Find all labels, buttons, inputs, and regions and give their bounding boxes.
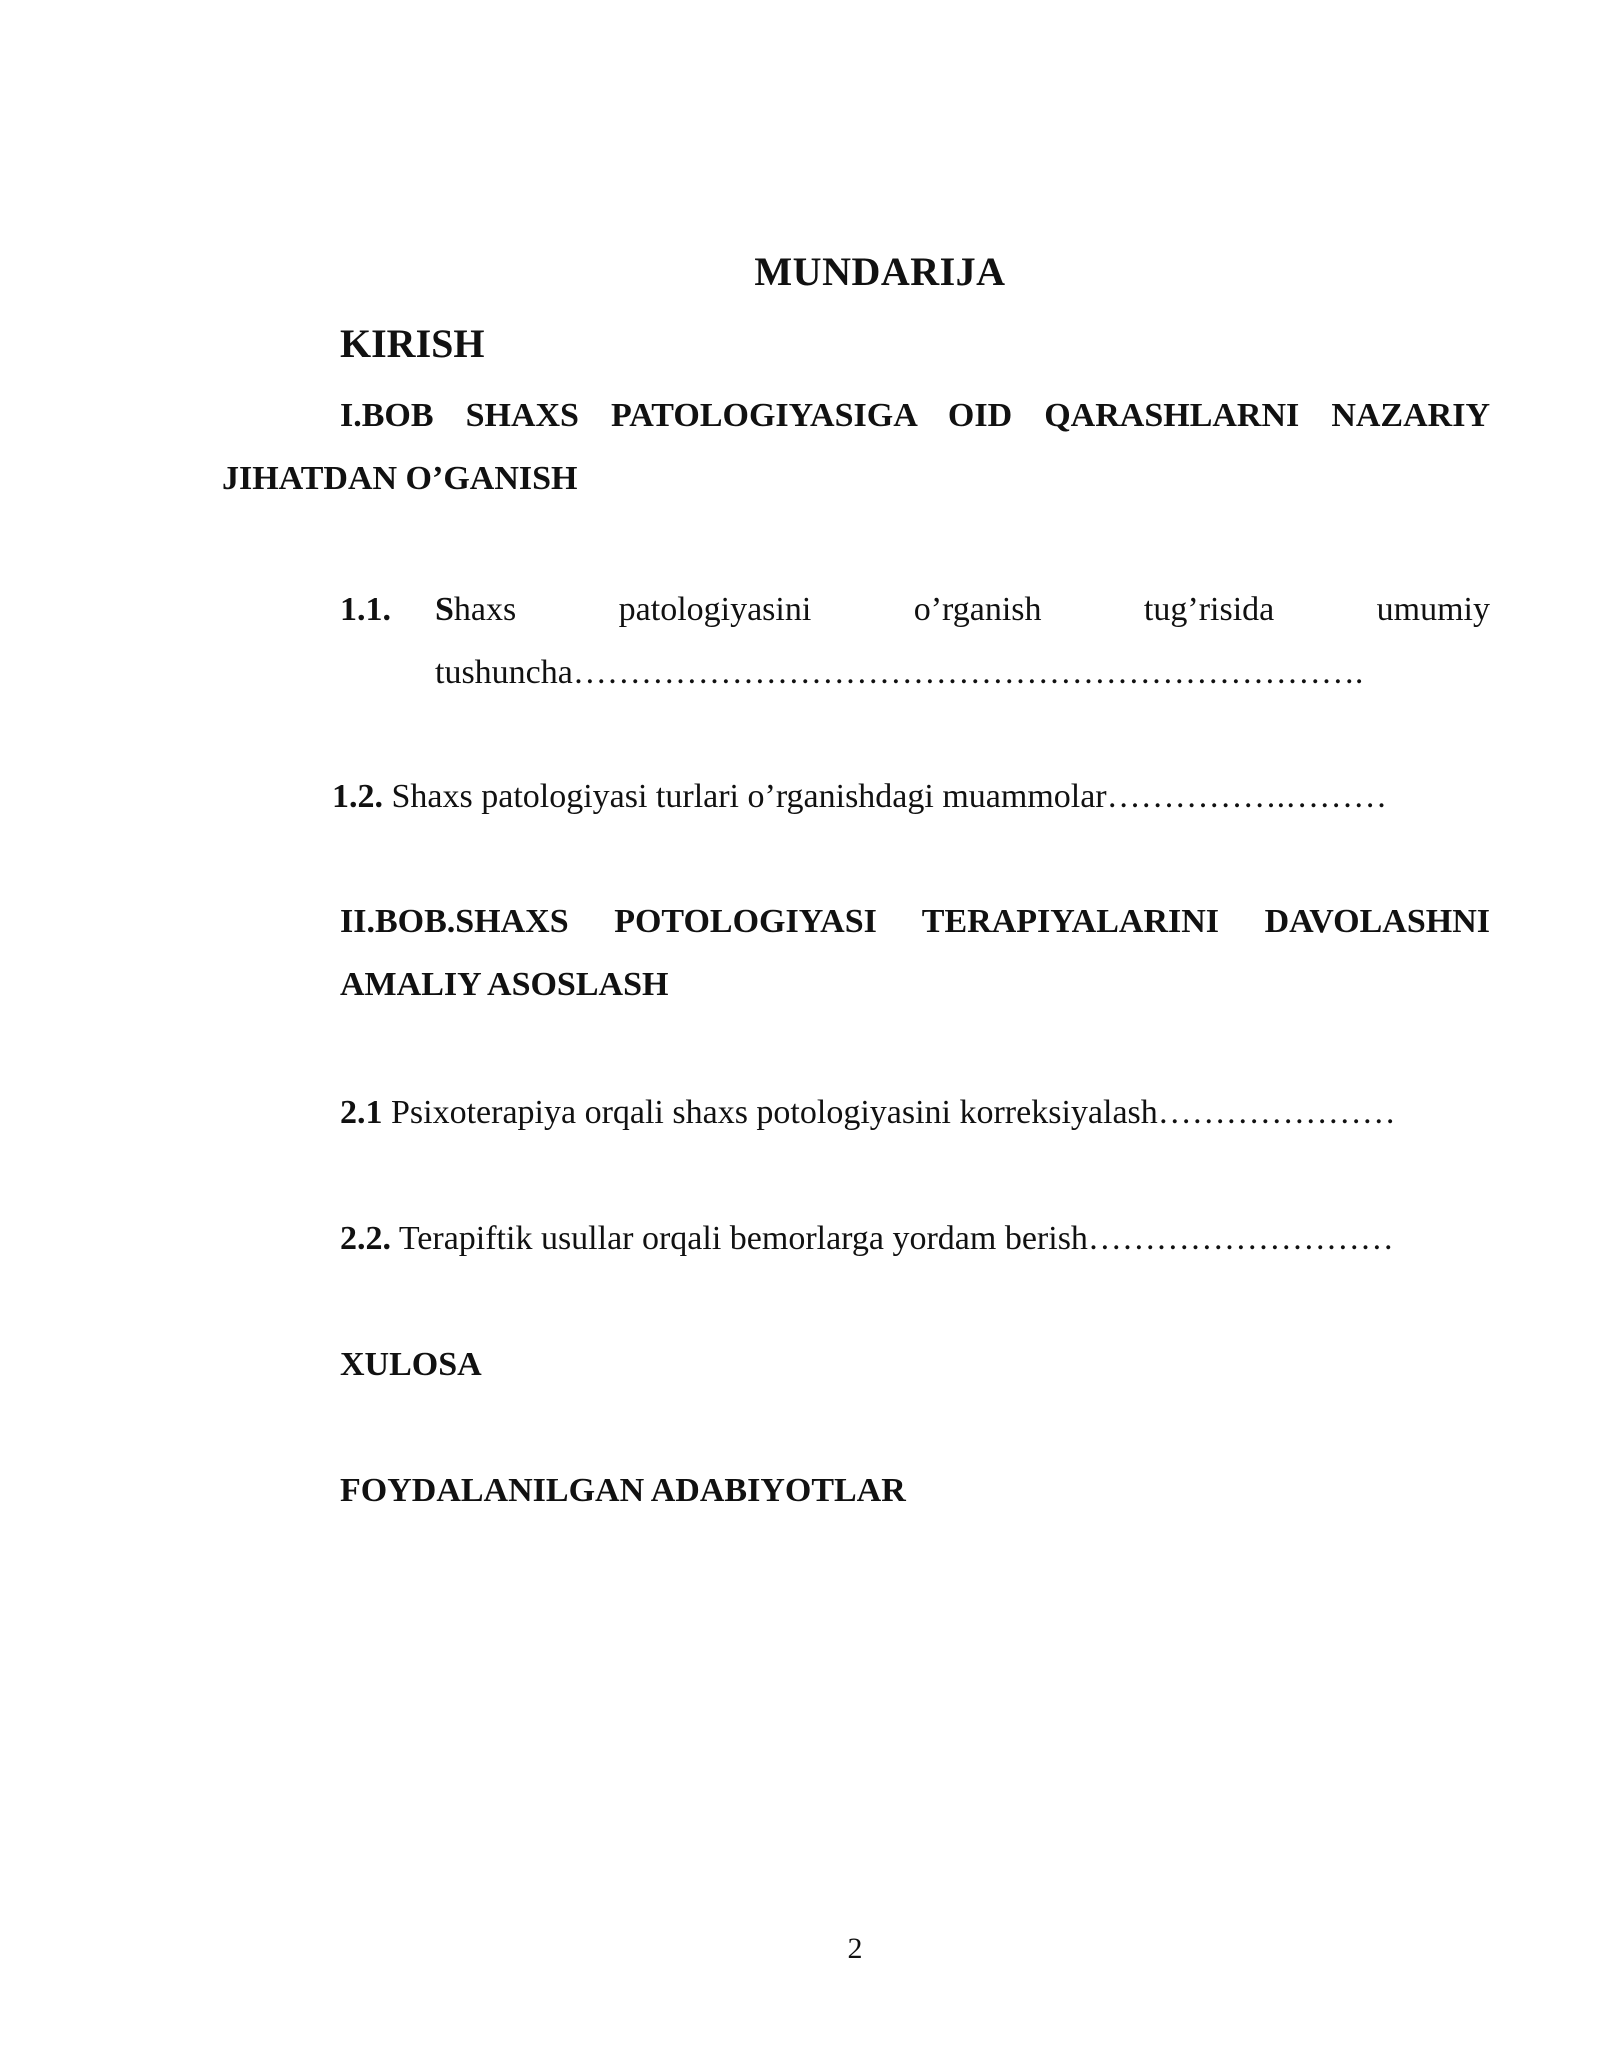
- toc-section-number: 2.2.: [340, 1220, 391, 1257]
- toc-conclusion: XULOSA: [340, 1346, 482, 1383]
- toc-section-1-2: [332, 765, 1387, 828]
- toc-section-text: Shaxs patologiyasi turlari o’rganishdagi muammolar…………….………: [383, 778, 1388, 815]
- toc-chapter-1-line1: I.BOB SHAXS PATOLOGIYASIGA OID QARASHLARNI NAZARIY: [340, 397, 1490, 434]
- page-number: 2: [847, 1932, 863, 1965]
- toc-section-2-2: [340, 1207, 1394, 1270]
- toc-intro: KIRISH: [340, 321, 485, 366]
- toc-section-number: 1.1.: [340, 591, 391, 628]
- toc-chapter-1: [222, 384, 1490, 510]
- toc-section-1-1: [340, 578, 1490, 704]
- toc-references: FOYDALANILGAN ADABIYOTLAR: [340, 1472, 906, 1509]
- toc-chapter-2-line1: II.BOB.SHAXS POTOLOGIYASI TERAPIYALARINI DAVOLASHNI: [340, 903, 1490, 940]
- toc-section-2-1: [340, 1081, 1396, 1144]
- toc-chapter-2: [340, 890, 1490, 1016]
- toc-section-number: 2.1: [340, 1094, 383, 1131]
- page-title: MUNDARIJA: [754, 249, 1006, 294]
- toc-chapter-2-line2: AMALIY ASOSLASH: [340, 966, 669, 1003]
- toc-section-text: Psixoterapiya orqali shaxs potologiyasini korreksiyalash…………………: [382, 1094, 1396, 1131]
- toc-section-initial: S: [435, 591, 454, 628]
- toc-section-text: Terapiftik usullar orqali bemorlarga yordam berish………………………: [391, 1220, 1394, 1257]
- toc-section-text: haxs patologiyasini o’rganish tug’risida umumiy: [453, 591, 1490, 628]
- toc-section-number: 1.2.: [332, 778, 383, 815]
- toc-section-text-continued: tushuncha…………………………………………………………….: [435, 654, 1364, 691]
- toc-chapter-1-line2: JIHATDAN O’GANISH: [222, 460, 578, 497]
